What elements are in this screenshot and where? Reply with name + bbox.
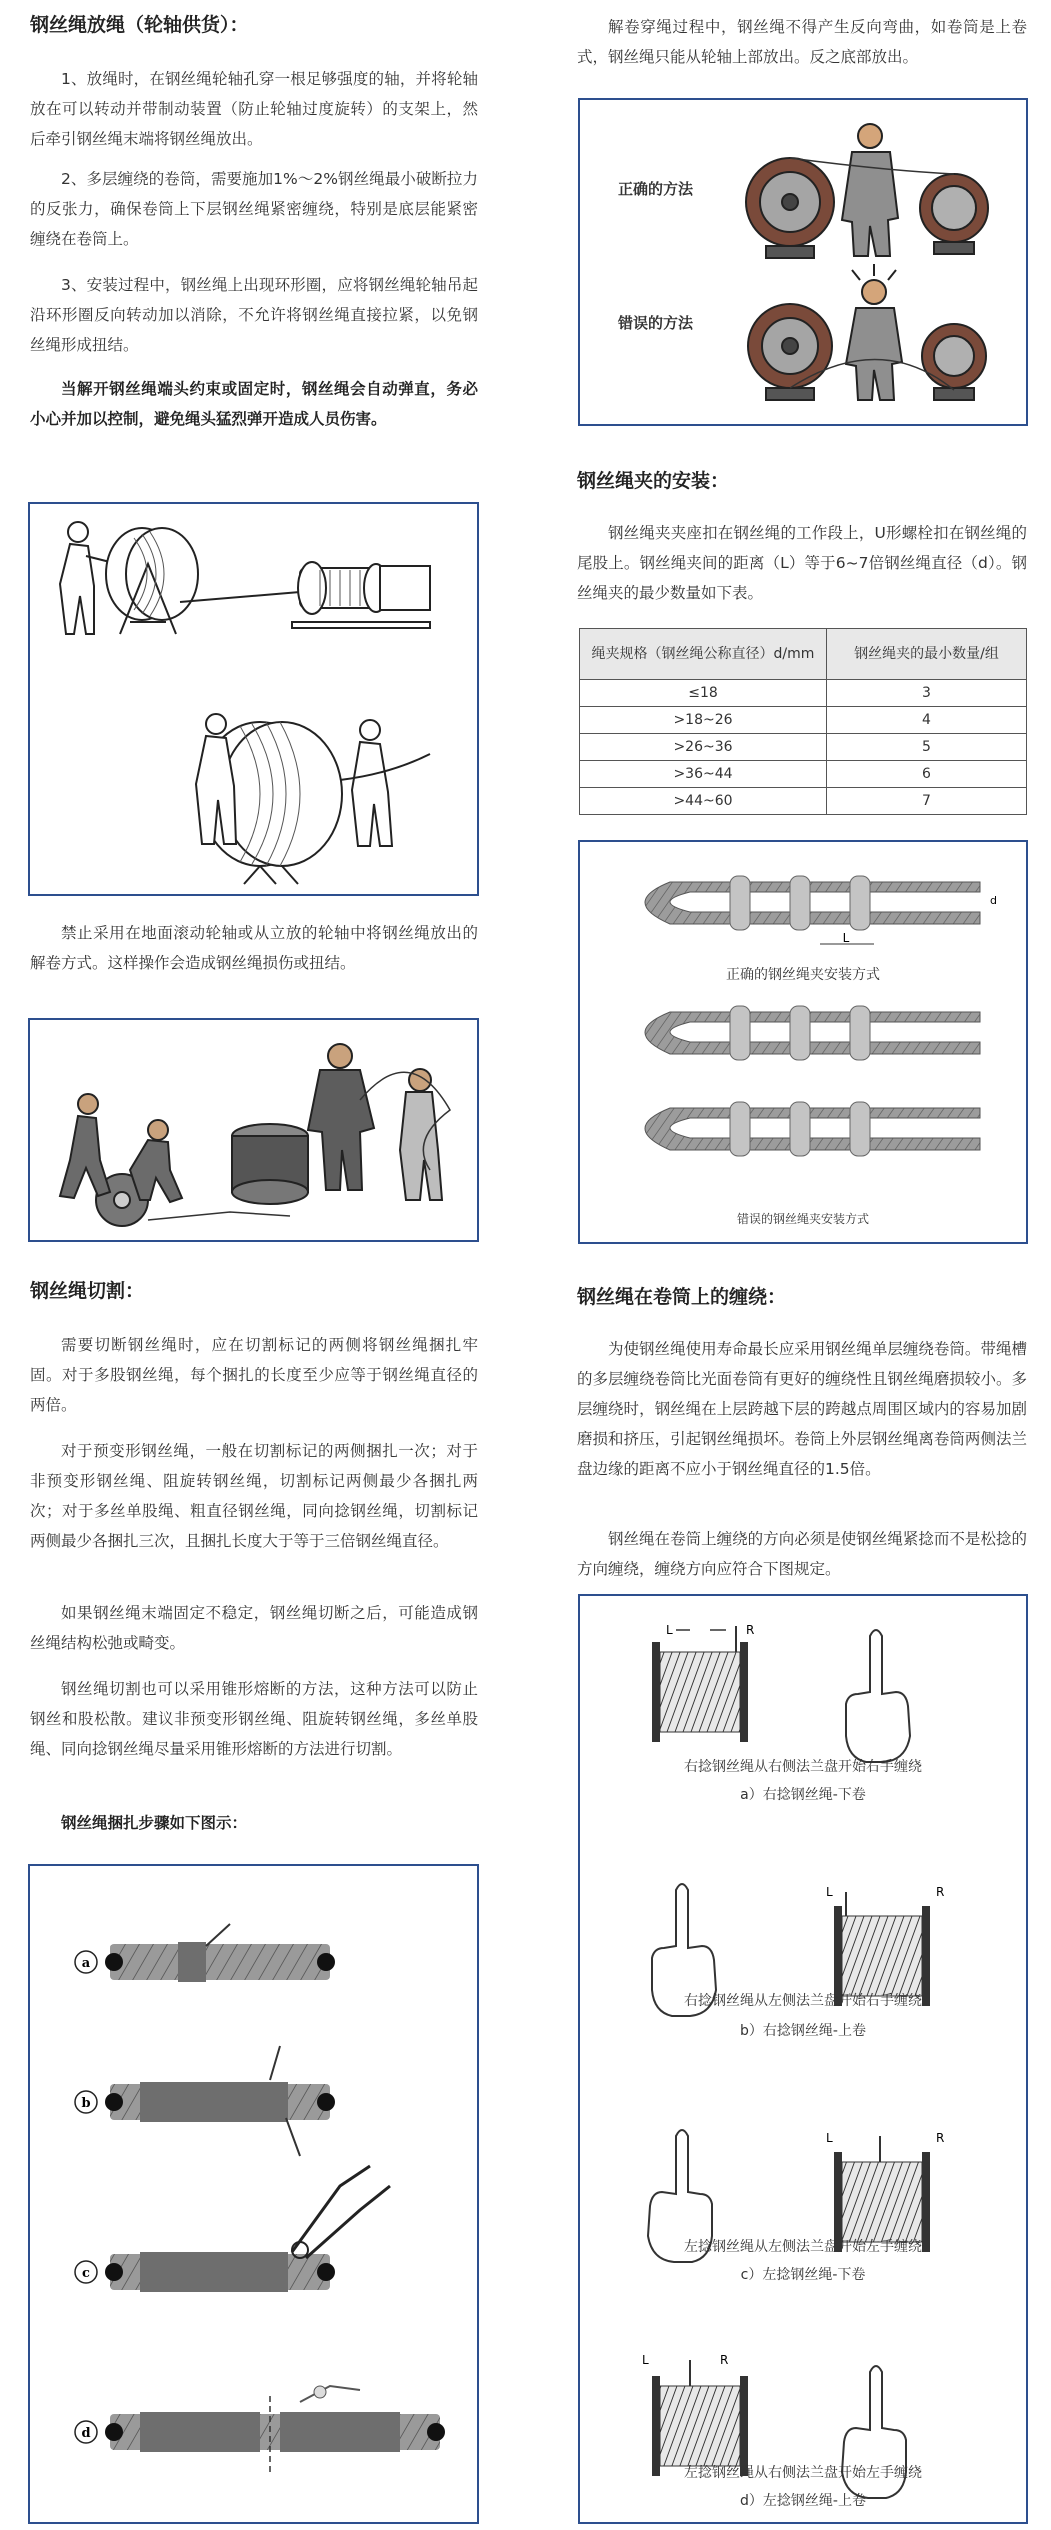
table-cell: 3 [827,680,1027,707]
drum-left-label: L [642,2353,649,2367]
table-header: 绳夹规格（钢丝绳公称直径）d/mm [580,629,827,680]
reeling-method-illustration [578,98,1028,426]
drum-diagram [642,2353,748,2476]
table-row [580,761,1027,788]
paragraph: 对于预变形钢丝绳，一般在切割标记的两侧捆扎一次；对于非预变形钢丝绳、阻旋转钢丝绳，切割标记两侧最少各捆扎两次；对于多丝单股绳、粗直径钢丝绳，同向捻钢丝绳，切割标记两侧最少各捆扎三次，且捆扎长度大于等于三倍钢丝绳直径。 [30,1442,478,1550]
seizing-steps-illustration [28,1864,479,2524]
right-hand-icon [846,1630,910,1762]
clip-row [645,1006,980,1060]
winding-subcaption: a）右捻钢丝绳-下卷 [740,1787,866,1803]
clip-quantity-table [579,628,1027,815]
table-cell: >18~26 [580,707,827,734]
forbidden-unreeling-illustration [28,1018,479,1242]
table-row [580,788,1027,815]
winding-desc: 右捻钢丝绳从左侧法兰盘开始右手缠绕 [684,1993,922,2009]
winding-desc: 左捻钢丝绳从右侧法兰盘开始左手缠绕 [684,2465,922,2481]
table-cell: >26~36 [580,734,827,761]
drum-diagram [826,1885,944,2006]
table-row [580,707,1027,734]
paragraph: 解卷穿绳过程中，钢丝绳不得产生反向弯曲，如卷筒是上卷式，钢丝绳只能从轮轴上部放出。反之底部放出。 [577,18,1027,66]
table-row [580,680,1027,707]
step-label: a [81,1956,91,1971]
drum-diagram [652,1623,754,1742]
step-label: d [81,2426,91,2441]
diameter-label: d [990,894,997,907]
table-header-row [580,629,1027,680]
drum-right-label: R [936,1885,945,1899]
paragraph: 为使钢丝绳使用寿命最长应采用钢丝绳单层缠绕卷筒。带绳槽的多层缠绕卷筒比光面卷筒有更好的缠绕性且钢丝绳磨损较小。多层缠绕时，钢丝绳在上层跨越下层的跨越点周围区域内的容易加剧磨损和挤压，引起钢丝绳损坏。卷筒上外层钢丝绳离卷筒两侧法兰盘边缘的距离不应小于钢丝绳直径的1.5倍。 [577,1340,1027,1478]
drum-diagram [826,2131,944,2252]
table-row [580,734,1027,761]
drum-right-label: R [936,2131,945,2145]
drum-right-label: R [720,2353,729,2367]
clip-row [645,876,997,945]
table-cell: 5 [827,734,1027,761]
clip-row [645,1102,980,1156]
paragraph: 钢丝绳夹夹座扣在钢丝绳的工作段上，U形螺栓扣在钢丝绳的尾股上。钢丝绳夹间的距离（L）等于6~7倍钢丝绳直径（d）。钢丝绳夹的最少数量如下表。 [577,524,1027,602]
paragraph: 3、安装过程中，钢丝绳上出现环形圈，应将钢丝绳轮轴吊起沿环形圈反向转动加以消除，不允许将钢丝绳直接拉紧，以免钢丝绳形成扭结。 [30,276,478,354]
paragraph: 如果钢丝绳末端固定不稳定，钢丝绳切断之后，可能造成钢丝绳结构松弛或畸变。 [30,1604,478,1652]
section-title-drum-winding: 钢丝绳在卷筒上的缠绕： [577,1286,787,1308]
distance-label: L [842,931,850,945]
drum-left-label: L [826,2131,833,2145]
paragraph: 禁止采用在地面滚动轮轴或从立放的轮轴中将钢丝绳放出的解卷方式。这样操作会造成钢丝绳损伤或扭结。 [30,924,478,972]
table-header: 钢丝绳夹的最小数量/组 [827,629,1027,680]
paragraph: 2、多层缠绕的卷筒，需要施加1%～2%钢丝绳最小破断拉力的反张力，确保卷筒上下层钢丝绳紧密缠绕，特别是底层能紧密缠绕在卷筒上。 [30,170,478,248]
warning-paragraph: 当解开钢丝绳端头约束或固定时，钢丝绳会自动弹直，务必小心并加以控制，避免绳头猛烈弹开造成人员伤害。 [30,380,478,428]
winding-desc: 左捻钢丝绳从左侧法兰盘开始左手缠绕 [684,2239,922,2255]
paragraph: 需要切断钢丝绳时，应在切割标记的两侧将钢丝绳捆扎牢固。对于多股钢丝绳，每个捆扎的长度至少应等于钢丝绳直径的两倍。 [30,1336,478,1414]
drum-left-label: L [666,1623,673,1637]
table-cell: 6 [827,761,1027,788]
steps-intro: 钢丝绳捆扎步骤如下图示： [61,1814,248,1832]
section-title-clip-install: 钢丝绳夹的安装： [577,470,730,492]
section-title-cutting: 钢丝绳切割： [30,1280,145,1302]
section-title-unreeling: 钢丝绳放绳（轮轴供货）： [30,14,249,36]
winding-direction-illustration [578,1594,1028,2524]
paragraph: 1、放绳时，在钢丝绳轮轴孔穿一根足够强度的轴，并将轮轴放在可以转动并带制动装置（防止轮轴过度旋转）的支架上，然后牵引钢丝绳末端将钢丝绳放出。 [30,70,478,148]
drum-left-label: L [826,1885,833,1899]
drum-right-label: R [746,1623,755,1637]
clip-wrong-caption: 错误的钢丝绳夹安装方式 [736,1212,869,1226]
winding-subcaption: b）右捻钢丝绳-上卷 [740,2023,866,2039]
step-label: c [82,2266,90,2281]
table-cell: ≤18 [580,680,827,707]
winding-subcaption: c）左捻钢丝绳-下卷 [740,2267,866,2283]
clip-installation-illustration [578,840,1028,1244]
paragraph: 钢丝绳切割也可以采用锥形熔断的方法，这种方法可以防止钢丝和股松散。建议非预变形钢丝绳、阻旋转钢丝绳，多丝单股绳、同向捻钢丝绳尽量采用锥形熔断的方法进行切割。 [30,1680,478,1758]
table-cell: >44~60 [580,788,827,815]
wrong-method-label: 错误的方法 [618,314,694,332]
unreeling-illustration [28,502,479,896]
correct-method-label: 正确的方法 [618,180,694,198]
paragraph: 钢丝绳在卷筒上缠绕的方向必须是使钢丝绳紧捻而不是松捻的方向缠绕，缠绕方向应符合下图规定。 [577,1530,1027,1578]
winding-subcaption: d）左捻钢丝绳-上卷 [740,2493,866,2509]
table-cell: >36~44 [580,761,827,788]
table-cell: 4 [827,707,1027,734]
winding-desc: 右捻钢丝绳从右侧法兰盘开始右手缠绕 [684,1759,922,1775]
clip-correct-caption: 正确的钢丝绳夹安装方式 [726,967,880,983]
table-cell: 7 [827,788,1027,815]
step-label: b [81,2096,91,2111]
